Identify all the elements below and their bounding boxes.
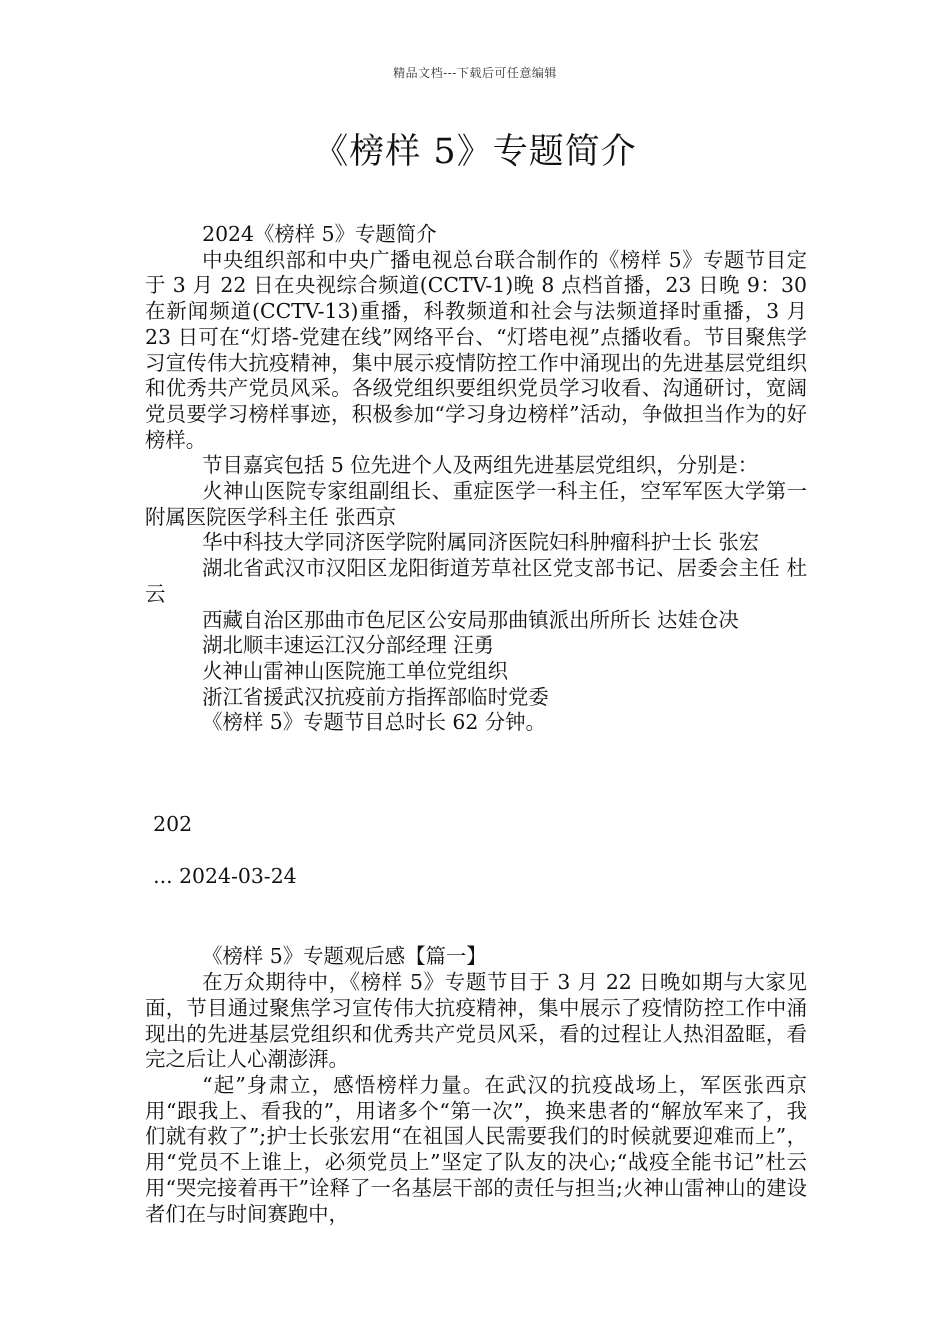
section-heading: 《榜样 5》专题观后感【篇一】 [202, 944, 487, 969]
paragraph: 《榜样 5》专题节目总时长 62 分钟。 [202, 710, 546, 735]
date-block [145, 812, 807, 889]
guest-item: 火神山雷神山医院施工单位党组织 [202, 658, 508, 683]
date-line: 202 [153, 812, 193, 837]
guest-item: 西藏自治区那曲市色尼区公安局那曲镇派出所所长 达娃仓决 [202, 607, 739, 632]
guest-item: 浙江省援武汉抗疫前方指挥部临时党委 [202, 684, 549, 709]
document-body [145, 222, 807, 1227]
header-note: 精品文档---下载后可任意编辑 [393, 66, 557, 80]
guest-item: 火神山医院专家组副组长、重症医学一科主任，空军军医大学第一附属医院医学科主任 张西京 [145, 479, 807, 529]
paragraph: 节目嘉宾包括 5 位先进个人及两组先进基层党组织，分别是： [202, 453, 759, 478]
guest-item: 湖北顺丰速运江汉分部经理 汪勇 [202, 633, 495, 658]
guest-item: 华中科技大学同济医学院附属同济医院妇科肿瘤科护士长 张宏 [202, 530, 760, 555]
paragraph: “起”身肃立，感悟榜样力量。在武汉的抗疫战场上，军医张西京用“跟我上、看我的”，用诸多个“第一次”，换来患者的“解放军来了，我们就有救了”;护士长张宏用“在祖国人民需要我们的时候就要迎难而上”，用“党员不上谁上，必须党员上”坚定了队友的决心;“战疫全能书记”杜云用“哭完接着再干”诠释了一名基层干部的责任与担当;火神山雷神山的建设者们在与时间赛跑中， [145, 1072, 807, 1226]
guest-item: 湖北省武汉市汉阳区龙阳街道芳草社区党支部书记、居委会主任 杜云 [145, 556, 807, 606]
paragraph: 中央组织部和中央广播电视总台联合制作的《榜样 5》专题节目定于 3 月 22 日在央视综合频道(CCTV-1)晚 8 点档首播，23 日晚 9：30 在新闻频道(CCTV-13)重播，科教频道和社会与法频道择时重播，3 月 23 日可在“灯塔-党建在线”网络平台、“灯塔电视”点播收看。节目聚焦学习宣传伟大抗疫精神，集中展示疫情防控工作中涌现出的先进基层党组织和优秀共产党员风采。各级党组织要组织党员学习收看、沟通研讨，宽阔党员要学习榜样事迹，积极参加“学习身边榜样”活动，争做担当作为的好榜样。 [145, 247, 807, 452]
date-line: ... 2024-03-24 [153, 863, 297, 888]
intro-heading: 2024《榜样 5》专题简介 [202, 222, 437, 246]
document-title: 《榜样 5》专题简介 [313, 132, 637, 172]
paragraph: 在万众期待中，《榜样 5》专题节目于 3 月 22 日晚如期与大家见面，节目通过聚焦学习宣传伟大抗疫精神，集中展示了疫情防控工作中涌现出的先进基层党组织和优秀共产党员风采，看的过程让人热泪盈眶，看完之后让人心潮澎湃。 [145, 970, 807, 1072]
